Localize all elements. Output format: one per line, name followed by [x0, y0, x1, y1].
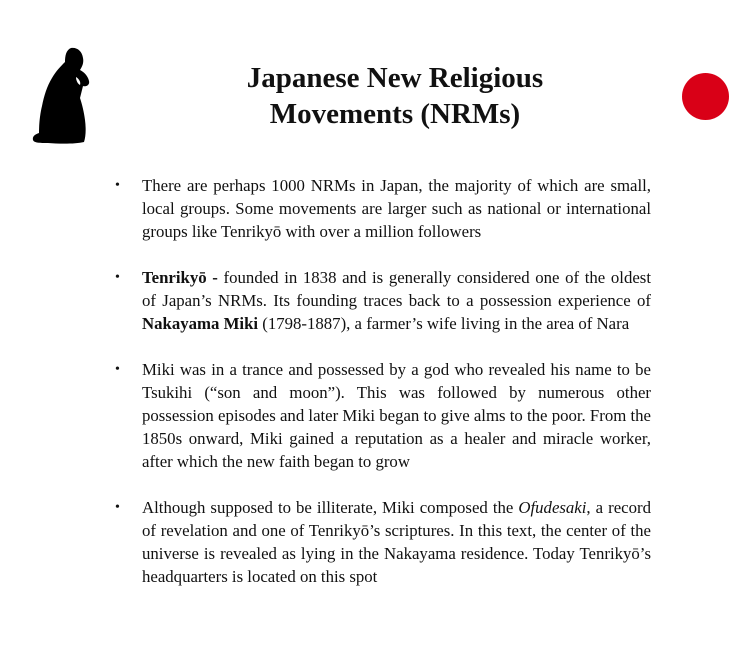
bullet-text: (1798-1887), a farmer’s wife living in the area of Nara [258, 314, 630, 333]
kneeling-figure-icon [30, 46, 92, 146]
bullet-item-2 [115, 266, 651, 335]
bullet-text: Although supposed to be illiterate, Miki composed the [142, 498, 519, 517]
bullet-marker: • [115, 178, 120, 193]
bullet-name-bold: Nakayama Miki [142, 314, 259, 333]
bullet-lead-bold: Tenrikyō - [142, 268, 218, 287]
bullet-item-4 [115, 496, 651, 588]
bullet-list [115, 174, 651, 611]
title-line-1: Japanese New Religious [246, 62, 544, 94]
bullet-marker: • [115, 270, 120, 285]
bullet-text: , a record of revelation and one of Tenrikyō’s scriptures. In this text, the center of the universe is revealed as lying in the Nakayama residence. Today Tenrikyō’s headquarters is located on this spot [142, 498, 652, 586]
bullet-item-3 [115, 358, 651, 473]
bullet-text: Miki was in a trance and possessed by a god who revealed his name to be Tsukihi (“son and moon”). This was followed by numerous other possession episodes and later Miki began to give alms to the poor. From the 1850s onward, Miki gained a reputation as a healer and miracle worker, after which the new faith began to grow [142, 360, 651, 471]
bullet-text: There are perhaps 1000 NRMs in Japan, the majority of which are small, local groups. Some movements are larger such as national or international groups like Tenrikyō with over a million followers [142, 176, 651, 241]
page-title [170, 60, 620, 132]
bullet-item-1 [115, 174, 651, 243]
red-circle-icon [682, 73, 729, 120]
bullet-italic-title: Ofudesaki [518, 498, 587, 517]
bullet-marker: • [115, 362, 120, 377]
bullet-marker: • [115, 500, 120, 515]
bullet-text: founded in 1838 and is generally considered one of the oldest of Japan’s NRMs. Its founding traces back to a possession experience of [142, 268, 651, 310]
title-line-2: Movements (NRMs) [269, 98, 521, 130]
